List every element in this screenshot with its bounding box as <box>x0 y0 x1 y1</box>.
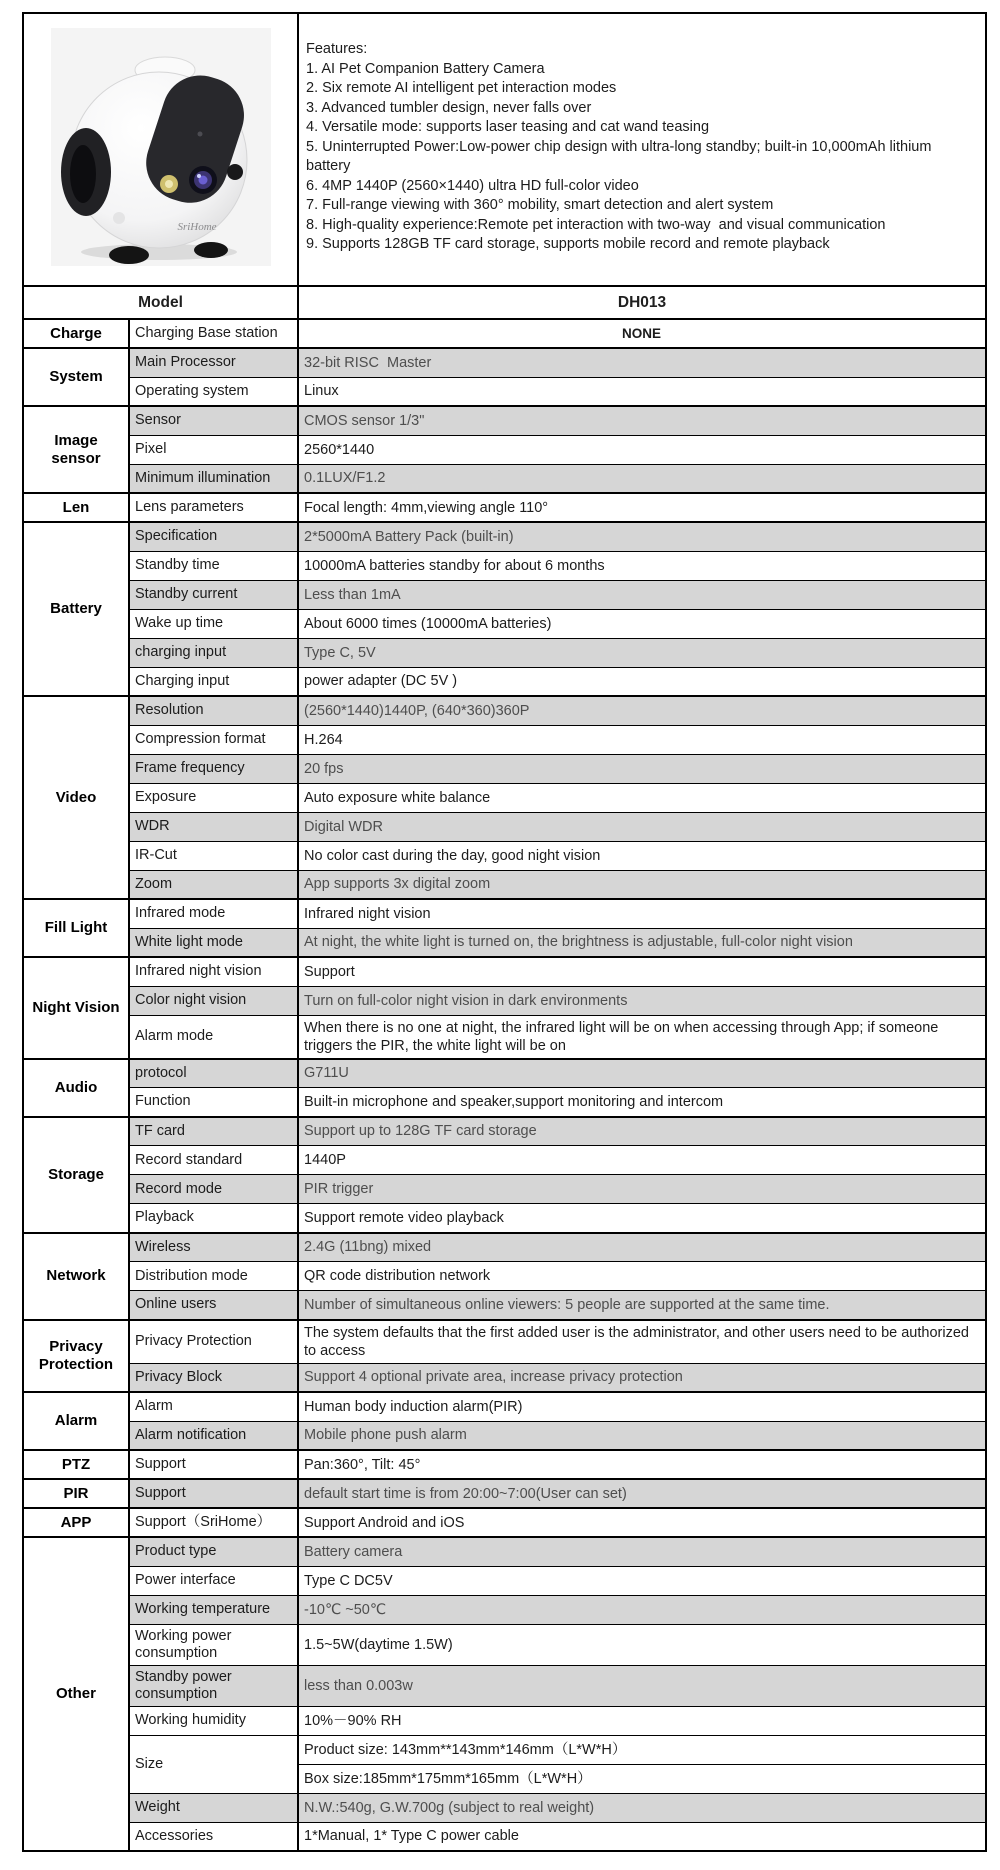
header-row <box>23 13 986 286</box>
spec-label-record-mode: Record mode <box>129 1175 298 1204</box>
table-row <box>23 1537 986 1566</box>
category-app: APP <box>23 1508 129 1537</box>
spec-value: 2560*1440 <box>298 435 986 464</box>
camera-foot-left <box>109 246 149 264</box>
table-row <box>23 870 986 899</box>
spec-label-specification: Specification <box>129 522 298 551</box>
table-row <box>23 725 986 754</box>
table-row <box>23 1595 986 1624</box>
spec-value: less than 0.003w <box>298 1665 986 1706</box>
features-list <box>306 60 977 255</box>
spec-label-zoom: Zoom <box>129 870 298 899</box>
table-row <box>23 957 986 986</box>
spec-label-sensor: Sensor <box>129 406 298 435</box>
feature-item: 4. Versatile mode: supports laser teasing and cat wand teasing <box>306 119 710 135</box>
spec-label-size: Size <box>129 1735 298 1793</box>
feature-item: 9. Supports 128GB TF card storage, supports mobile record and remote playback <box>306 236 830 252</box>
table-row <box>23 1363 986 1392</box>
spec-value: Pan:360°, Tilt: 45° <box>298 1450 986 1479</box>
table-row <box>23 928 986 957</box>
spec-value: Less than 1mA <box>298 580 986 609</box>
spec-label-product-type: Product type <box>129 1537 298 1566</box>
category-other: Other <box>23 1537 129 1851</box>
spec-value: Infrared night vision <box>298 899 986 928</box>
spec-value: Product size: 143mm**143mm*146mm（L*W*H） <box>298 1735 986 1764</box>
spec-label-white-light-mode: White light mode <box>129 928 298 957</box>
spec-value: QR code distribution network <box>298 1262 986 1291</box>
category-charge: Charge <box>23 319 129 348</box>
spec-value: -10℃ ~50℃ <box>298 1595 986 1624</box>
table-row <box>23 1320 986 1364</box>
spec-label-compression-format: Compression format <box>129 725 298 754</box>
body-button <box>113 212 125 224</box>
table-row <box>23 1233 986 1262</box>
spec-label-support-srihome: Support（SriHome） <box>129 1508 298 1537</box>
table-row <box>23 1793 986 1822</box>
category-image-sensor: Image sensor <box>23 406 129 493</box>
spec-label-wdr: WDR <box>129 812 298 841</box>
table-row <box>23 783 986 812</box>
table-row <box>23 667 986 696</box>
feature-item: 6. 4MP 1440P (2560×1440) ultra HD full-color video <box>306 177 639 194</box>
table-row <box>23 812 986 841</box>
table-row <box>23 1479 986 1508</box>
table-row <box>23 638 986 667</box>
spec-label-accessories: Accessories <box>129 1822 298 1851</box>
spec-label-exposure: Exposure <box>129 783 298 812</box>
category-len: Len <box>23 493 129 522</box>
table-row <box>23 841 986 870</box>
spec-value: Mobile phone push alarm <box>298 1421 986 1450</box>
table-row <box>23 609 986 638</box>
category-night-vision: Night Vision <box>23 957 129 1059</box>
model-label: Model <box>23 286 298 319</box>
table-row <box>23 319 986 348</box>
spec-value: PIR trigger <box>298 1175 986 1204</box>
table-row <box>23 1117 986 1146</box>
table-row <box>23 406 986 435</box>
spec-value: 1.5~5W(daytime 1.5W) <box>298 1624 986 1665</box>
table-row <box>23 464 986 493</box>
spec-label-protocol: protocol <box>129 1059 298 1088</box>
spec-label-charging-input: charging input <box>129 638 298 667</box>
category-video: Video <box>23 696 129 899</box>
spec-label-standby-time: Standby time <box>129 551 298 580</box>
table-row <box>23 1665 986 1706</box>
spec-value: 20 fps <box>298 754 986 783</box>
spec-label-resolution: Resolution <box>129 696 298 725</box>
spec-value: Turn on full-color night vision in dark environments <box>298 986 986 1015</box>
spec-label-working-humidity: Working humidity <box>129 1706 298 1735</box>
spec-label-standby-power-consumption: Standby power consumption <box>129 1665 298 1706</box>
spec-value: Linux <box>298 377 986 406</box>
spec-value: Type C, 5V <box>298 638 986 667</box>
spec-value: App supports 3x digital zoom <box>298 870 986 899</box>
table-row <box>23 1624 986 1665</box>
feature-item: 8. High-quality experience:Remote pet interaction with two-way and visual communication <box>306 216 886 233</box>
spec-body <box>23 13 986 1851</box>
spec-value: 10000mA batteries standby for about 6 months <box>298 551 986 580</box>
table-row <box>23 1291 986 1320</box>
spec-value: Human body induction alarm(PIR) <box>298 1392 986 1421</box>
table-row <box>23 1059 986 1088</box>
spec-label-weight: Weight <box>129 1793 298 1822</box>
table-row <box>23 493 986 522</box>
spec-label-main-processor: Main Processor <box>129 348 298 377</box>
spec-value: power adapter (DC 5V ) <box>298 667 986 696</box>
spec-label-distribution-mode: Distribution mode <box>129 1262 298 1291</box>
spec-label-pixel: Pixel <box>129 435 298 464</box>
pir-sensor <box>227 164 243 180</box>
spec-label-operating-system: Operating system <box>129 377 298 406</box>
spec-label-alarm-notification: Alarm notification <box>129 1421 298 1450</box>
spec-label-infrared-night-vision: Infrared night vision <box>129 957 298 986</box>
spec-value: H.264 <box>298 725 986 754</box>
table-row <box>23 1088 986 1117</box>
spec-value: About 6000 times (10000mA batteries) <box>298 609 986 638</box>
category-ptz: PTZ <box>23 1450 129 1479</box>
laser-light-center <box>165 180 173 188</box>
table-row <box>23 696 986 725</box>
spec-value: Digital WDR <box>298 812 986 841</box>
feature-item: 5. Uninterrupted Power:Low-power chip design with ultra-long standby; built-in 10,000mAh lithium battery <box>306 138 936 174</box>
spec-label-frame-frequency: Frame frequency <box>129 754 298 783</box>
spec-value: Battery camera <box>298 1537 986 1566</box>
spec-label-charging-base-station: Charging Base station <box>129 319 298 348</box>
category-system: System <box>23 348 129 406</box>
spec-value: default start time is from 20:00~7:00(User can set) <box>298 1479 986 1508</box>
camera-foot-right <box>194 242 228 258</box>
feature-item: 3. Advanced tumbler design, never falls over <box>306 99 592 116</box>
spec-label-playback: Playback <box>129 1204 298 1233</box>
table-row <box>23 580 986 609</box>
spec-label-working-power-consumption: Working power consumption <box>129 1624 298 1665</box>
feature-item: 1. AI Pet Companion Battery Camera <box>306 60 545 77</box>
lens-highlight <box>197 174 201 178</box>
table-row <box>23 1450 986 1479</box>
table-row <box>23 551 986 580</box>
table-row <box>23 1508 986 1537</box>
spec-value: Auto exposure white balance <box>298 783 986 812</box>
spec-value: G711U <box>298 1059 986 1088</box>
spec-label-color-night-vision: Color night vision <box>129 986 298 1015</box>
table-row <box>23 1566 986 1595</box>
spec-value: 10%－90% RH <box>298 1706 986 1735</box>
spec-value: 32-bit RISC Master <box>298 348 986 377</box>
table-row <box>23 435 986 464</box>
spec-value: Support 4 optional private area, increase privacy protection <box>298 1363 986 1392</box>
spec-value: NONE <box>298 319 986 348</box>
table-row <box>23 1421 986 1450</box>
microphone-hole <box>197 131 202 136</box>
spec-value: Support remote video playback <box>298 1204 986 1233</box>
spec-table <box>22 12 987 1852</box>
table-row <box>23 1735 986 1764</box>
spec-label-standby-current: Standby current <box>129 580 298 609</box>
spec-value: Built-in microphone and speaker,support monitoring and intercom <box>298 1088 986 1117</box>
model-value: DH013 <box>298 286 986 319</box>
table-row <box>23 522 986 551</box>
features-cell <box>298 13 986 286</box>
spec-label-charging-input: Charging input <box>129 667 298 696</box>
table-row <box>23 1146 986 1175</box>
feature-item: 7. Full-range viewing with 360° mobility, smart detection and alert system <box>306 197 774 213</box>
product-photo-cell <box>23 13 298 286</box>
spec-label-infrared-mode: Infrared mode <box>129 899 298 928</box>
spec-label-tf-card: TF card <box>129 1117 298 1146</box>
spec-value: At night, the white light is turned on, the brightness is adjustable, full-color night vision <box>298 928 986 957</box>
spec-label-wake-up-time: Wake up time <box>129 609 298 638</box>
spec-value: 2*5000mA Battery Pack (built-in) <box>298 522 986 551</box>
spec-label-power-interface: Power interface <box>129 1566 298 1595</box>
spec-value: No color cast during the day, good night vision <box>298 841 986 870</box>
spec-label-alarm: Alarm <box>129 1392 298 1421</box>
category-alarm: Alarm <box>23 1392 129 1450</box>
spec-label-support: Support <box>129 1450 298 1479</box>
spec-label-record-standard: Record standard <box>129 1146 298 1175</box>
spec-value: 2.4G (11bng) mixed <box>298 1233 986 1262</box>
table-row <box>23 1015 986 1059</box>
spec-label-support: Support <box>129 1479 298 1508</box>
category-network: Network <box>23 1233 129 1320</box>
category-privacy-protection: Privacy Protection <box>23 1320 129 1393</box>
category-storage: Storage <box>23 1117 129 1233</box>
spec-value: (2560*1440)1440P, (640*360)360P <box>298 696 986 725</box>
spec-value: Box size:185mm*175mm*165mm（L*W*H） <box>298 1764 986 1793</box>
camera-side-lens-inner <box>70 145 96 203</box>
table-row <box>23 377 986 406</box>
spec-label-ir-cut: IR-Cut <box>129 841 298 870</box>
product-photo <box>39 22 283 274</box>
spec-label-function: Function <box>129 1088 298 1117</box>
feature-item: 2. Six remote AI intelligent pet interaction modes <box>306 80 617 96</box>
spec-value: 0.1LUX/F1.2 <box>298 464 986 493</box>
table-row <box>23 1822 986 1851</box>
spec-value: 1440P <box>298 1146 986 1175</box>
spec-value: N.W.:540g, G.W.700g (subject to real weight) <box>298 1793 986 1822</box>
spec-value: Type C DC5V <box>298 1566 986 1595</box>
model-row <box>23 286 986 319</box>
spec-label-working-temperature: Working temperature <box>129 1595 298 1624</box>
spec-value: 1*Manual, 1* Type C power cable <box>298 1822 986 1851</box>
spec-label-wireless: Wireless <box>129 1233 298 1262</box>
category-audio: Audio <box>23 1059 129 1117</box>
category-battery: Battery <box>23 522 129 696</box>
spec-value: Support up to 128G TF card storage <box>298 1117 986 1146</box>
category-fill-light: Fill Light <box>23 899 129 957</box>
table-row <box>23 986 986 1015</box>
table-row <box>23 1706 986 1735</box>
spec-label-alarm-mode: Alarm mode <box>129 1015 298 1059</box>
spec-value: Support <box>298 957 986 986</box>
spec-label-privacy-block: Privacy Block <box>129 1363 298 1392</box>
table-row <box>23 754 986 783</box>
features-title: Features: <box>306 41 368 57</box>
brand-label: SriHome <box>176 220 217 233</box>
spec-label-privacy-protection: Privacy Protection <box>129 1320 298 1364</box>
spec-value: Support Android and iOS <box>298 1508 986 1537</box>
table-row <box>23 899 986 928</box>
spec-value: The system defaults that the first added user is the administrator, and other users need to be authorized to access <box>298 1320 986 1364</box>
spec-label-minimum-illumination: Minimum illumination <box>129 464 298 493</box>
spec-label-online-users: Online users <box>129 1291 298 1320</box>
category-pir: PIR <box>23 1479 129 1508</box>
spec-value: Number of simultaneous online viewers: 5 people are supported at the same time. <box>298 1291 986 1320</box>
spec-value: When there is no one at night, the infrared light will be on when accessing through App; if someone triggers the PIR, the white light will be on <box>298 1015 986 1059</box>
table-row <box>23 1392 986 1421</box>
spec-label-lens-parameters: Lens parameters <box>129 493 298 522</box>
table-row <box>23 1262 986 1291</box>
spec-value: CMOS sensor 1/3" <box>298 406 986 435</box>
spec-value: Focal length: 4mm,viewing angle 110° <box>298 493 986 522</box>
table-row <box>23 1175 986 1204</box>
table-row <box>23 348 986 377</box>
table-row <box>23 1204 986 1233</box>
